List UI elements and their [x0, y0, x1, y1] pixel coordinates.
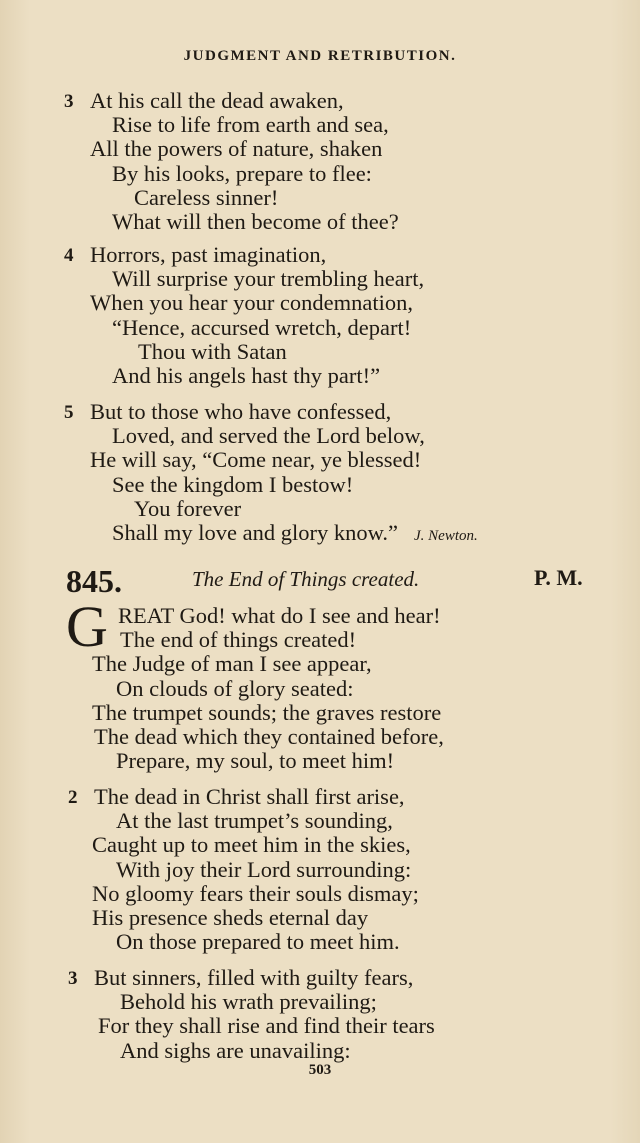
verse-line: For they shall rise and find their tears: [98, 1013, 435, 1039]
verse-line: “Hence, accursed wretch, depart!: [112, 314, 412, 340]
verse-line: Will surprise your trembling heart,: [112, 266, 425, 292]
verse-line: Thou with Satan: [138, 338, 287, 364]
verse-line: When you hear your condemnation,: [90, 290, 414, 316]
author-attribution: J. Newton.: [414, 528, 478, 545]
verse-line: The dead in Christ shall first arise,: [94, 784, 405, 809]
hymn-header: [66, 563, 614, 597]
verse-line: The Judge of man I see appear,: [92, 651, 372, 677]
verse-line: And his angels hast thy part!”: [112, 363, 381, 389]
verse-line: Caught up to meet him in the skies,: [92, 832, 411, 858]
verse-line-text: Shall my love and glory know.”: [112, 520, 398, 546]
verse-line: All the powers of nature, shaken: [90, 136, 383, 162]
verse-number: 4: [64, 245, 74, 266]
hymn-meter: P. M.: [534, 565, 583, 590]
verse-line: The end of things created!: [120, 627, 357, 653]
stanza-prev-5: [64, 399, 478, 548]
verse-line: But to those who have confessed,: [90, 399, 392, 424]
verse-line: And sighs are unavailing:: [120, 1037, 351, 1063]
verse-line: On those prepared to meet him.: [116, 929, 400, 955]
hymn-stanza-1: [66, 594, 444, 774]
verse-line: The trumpet sounds; the graves restore: [92, 699, 442, 725]
verse-line: What will then become of thee?: [112, 209, 399, 235]
verse-line: At the last trumpet’s sounding,: [116, 808, 393, 834]
verse-line: REAT God! what do I see and hear!: [118, 603, 441, 628]
verse-line: Rise to life from earth and sea,: [112, 112, 389, 138]
verse-line: Careless sinner!: [134, 184, 279, 210]
verse-number: 3: [64, 91, 74, 112]
hymn-title: The End of Things created.: [192, 567, 420, 591]
hymn-stanza-3: [68, 965, 435, 1063]
verse-line: His presence sheds eternal day: [92, 905, 369, 931]
verse-line: Loved, and served the Lord below,: [112, 423, 425, 449]
verse-line: See the kingdom I bestow!: [112, 471, 354, 497]
verse-line: Prepare, my soul, to meet him!: [116, 748, 395, 774]
verse-number: 2: [68, 787, 78, 808]
dropcap-letter: G: [66, 594, 108, 659]
verse-line: But sinners, filled with guilty fears,: [94, 965, 414, 990]
verse-line: No gloomy fears their souls dismay;: [92, 880, 419, 906]
running-head: JUDGMENT AND RETRIBUTION.: [183, 48, 457, 64]
verse-line: You forever: [134, 495, 242, 521]
stanza-prev-3: [64, 88, 399, 235]
verse-line: He will say, “Come near, ye blessed!: [90, 447, 422, 473]
stanza-prev-4: [64, 242, 425, 389]
hymn-number: 845.: [66, 563, 122, 599]
verse-number: 3: [68, 968, 78, 989]
verse-line: At his call the dead awaken,: [90, 88, 344, 113]
page-number: 503: [308, 1062, 332, 1078]
verse-line: On clouds of glory seated:: [116, 675, 354, 701]
verse-line: Horrors, past imagination,: [90, 242, 327, 267]
hymn-stanza-2: [68, 784, 421, 955]
verse-line: Behold his wrath prevailing;: [120, 989, 377, 1015]
verse-line: With joy their Lord surrounding:: [116, 856, 412, 882]
verse-line: The dead which they contained before,: [94, 724, 444, 750]
verse-line: [112, 521, 478, 548]
verse-line: By his looks, prepare to flee:: [112, 160, 372, 186]
verse-number: 5: [64, 402, 74, 423]
